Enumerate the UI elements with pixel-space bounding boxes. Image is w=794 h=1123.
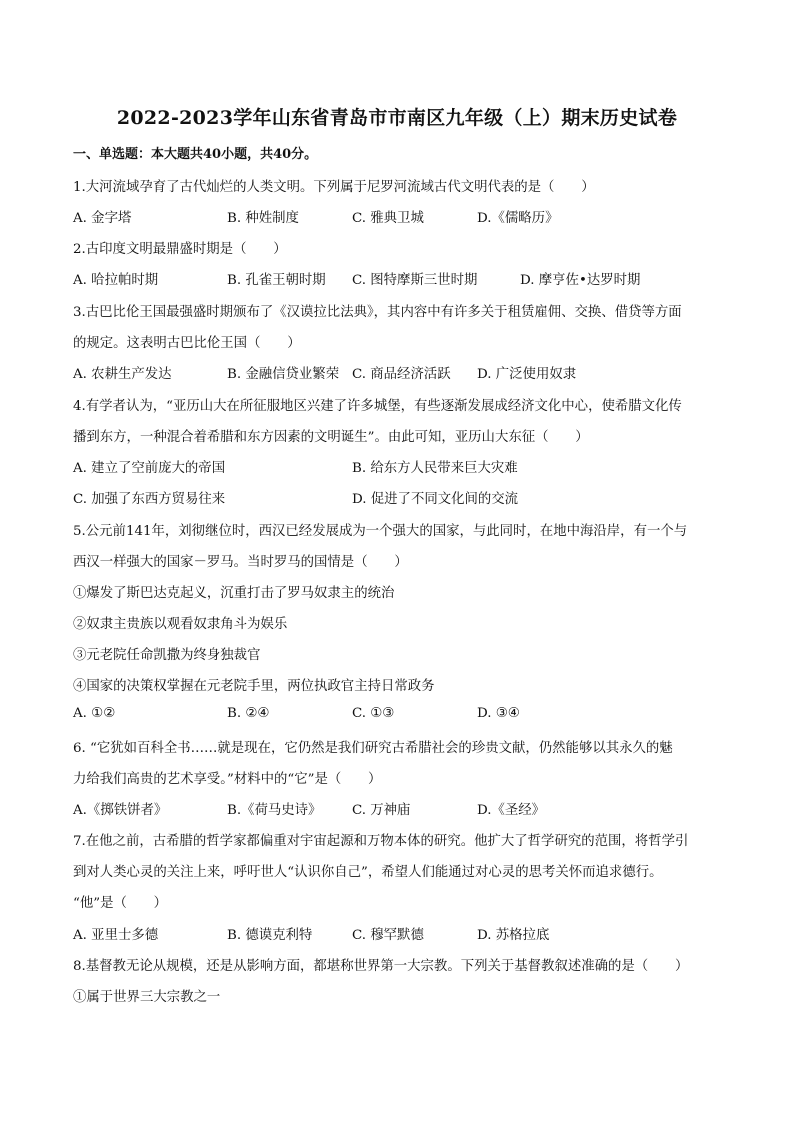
question-5-option-b: B. ②④ [227,706,270,721]
question-6-option-b: B.《荷马史诗》 [227,803,322,818]
question-5-stem-line-2: 西汉一样强大的国家－罗马。当时罗马的国情是（ ） [73,555,408,570]
question-4-option-b: B. 给东方人民带来巨大灾难 [352,461,518,476]
section-heading: 一、单选题：本大题共40小题，共40分。 [73,147,318,162]
question-7-stem-line-1: 7.在他之前，古希腊的哲学家都偏重对宇宙起源和万物本体的研究。他扩大了哲学研究的范围，将哲学引 [73,834,689,849]
question-4-option-a: A. 建立了空前庞大的帝国 [73,461,226,476]
question-7-option-d: D. 苏格拉底 [477,928,550,943]
question-3-stem-line-2: 的规定。这表明古巴比伦王国（ ） [73,336,301,351]
question-3-option-c: C. 商品经济活跃 [352,367,451,382]
question-2-option-a: A. 哈拉帕时期 [73,273,159,288]
question-1-option-b: B. 种姓制度 [227,211,299,226]
question-6-option-a: A.《掷铁饼者》 [73,803,168,818]
question-8-item-1: ①属于世界三大宗教之一 [73,990,221,1005]
question-5-item-4: ④国家的决策权掌握在元老院手里，两位执政官主持日常政务 [73,679,435,694]
question-5-stem-line-1: 5.公元前141年，刘彻继位时，西汉已经发展成为一个强大的国家，与此同时，在地中海沿岸，有一个与 [73,524,688,539]
question-2-stem: 2.古印度文明最鼎盛时期是（ ） [73,242,287,257]
question-7-option-c: C. 穆罕默德 [352,928,424,943]
question-7-stem-line-3: “他”是（ ） [73,896,168,911]
question-4-option-d: D. 促进了不同文化间的交流 [352,492,519,507]
question-3-option-d: D. 广泛使用奴隶 [477,367,577,382]
question-7-option-b: B. 德谟克利特 [227,928,313,943]
question-4-stem-line-2: 播到东方，一种混合着希腊和东方因素的文明诞生”。由此可知，亚历山大东征（ ） [73,430,589,445]
question-6-stem-line-2: 力给我们高贵的艺术享受。”材料中的“它”是（ ） [73,772,382,787]
question-1-option-a: A. 金字塔 [73,211,132,226]
question-2-option-d: D. 摩亨佐•达罗时期 [520,273,641,288]
exam-title: 2022-2023学年山东省青岛市市南区九年级（上）期末历史试卷 [116,107,678,129]
question-2-option-c: C. 图特摩斯三世时期 [352,273,478,288]
question-7-stem-line-2: 到对人类心灵的关注上来，呼吁世人“认识你自己”，希望人们能通过对心灵的思考关怀而追求德行。 [73,865,663,880]
question-1-option-d: D.《儒略历》 [477,211,559,226]
question-1-option-c: C. 雅典卫城 [352,211,424,226]
question-1-stem: 1.大河流域孕育了古代灿烂的人类文明。下列属于尼罗河流域古代文明代表的是（ ） [73,180,595,195]
question-6-option-c: C. 万神庙 [352,803,411,818]
question-6-option-d: D.《圣经》 [477,803,546,818]
question-5-option-a: A. ①② [73,706,116,721]
question-5-item-1: ①爆发了斯巴达克起义，沉重打击了罗马奴隶主的统治 [73,586,395,601]
question-3-option-b: B. 金融信贷业繁荣 [227,367,340,382]
question-2-option-b: B. 孔雀王朝时期 [227,273,326,288]
question-6-stem-line-1: 6. “它犹如百科全书……就是现在，它仍然是我们研究古希腊社会的珍贵文献，仍然能够以其永久的魅 [73,741,673,756]
question-5-item-2: ②奴隶主贵族以观看奴隶角斗为娱乐 [73,617,288,632]
question-5-option-d: D. ③④ [477,706,520,721]
question-7-option-a: A. 亚里士多德 [73,928,159,943]
question-5-item-3: ③元老院任命凯撒为终身独裁官 [73,648,261,663]
question-4-option-c: C. 加强了东西方贸易往来 [73,492,226,507]
question-8-stem: 8.基督教无论从规模，还是从影响方面，都堪称世界第一大宗教。下列关于基督教叙述准确的是（ ） [73,959,689,974]
question-3-option-a: A. 农耕生产发达 [73,367,172,382]
question-4-stem-line-1: 4.有学者认为，“亚历山大在所征服地区兴建了许多城堡，有些逐渐发展成经济文化中心，使希腊文化传 [73,399,682,414]
question-5-option-c: C. ①③ [352,706,395,721]
question-3-stem-line-1: 3.古巴比伦王国最强盛时期颁布了《汉谟拉比法典》，其内容中有许多关于租赁雇佣、交换、借贷等方面 [73,305,682,320]
